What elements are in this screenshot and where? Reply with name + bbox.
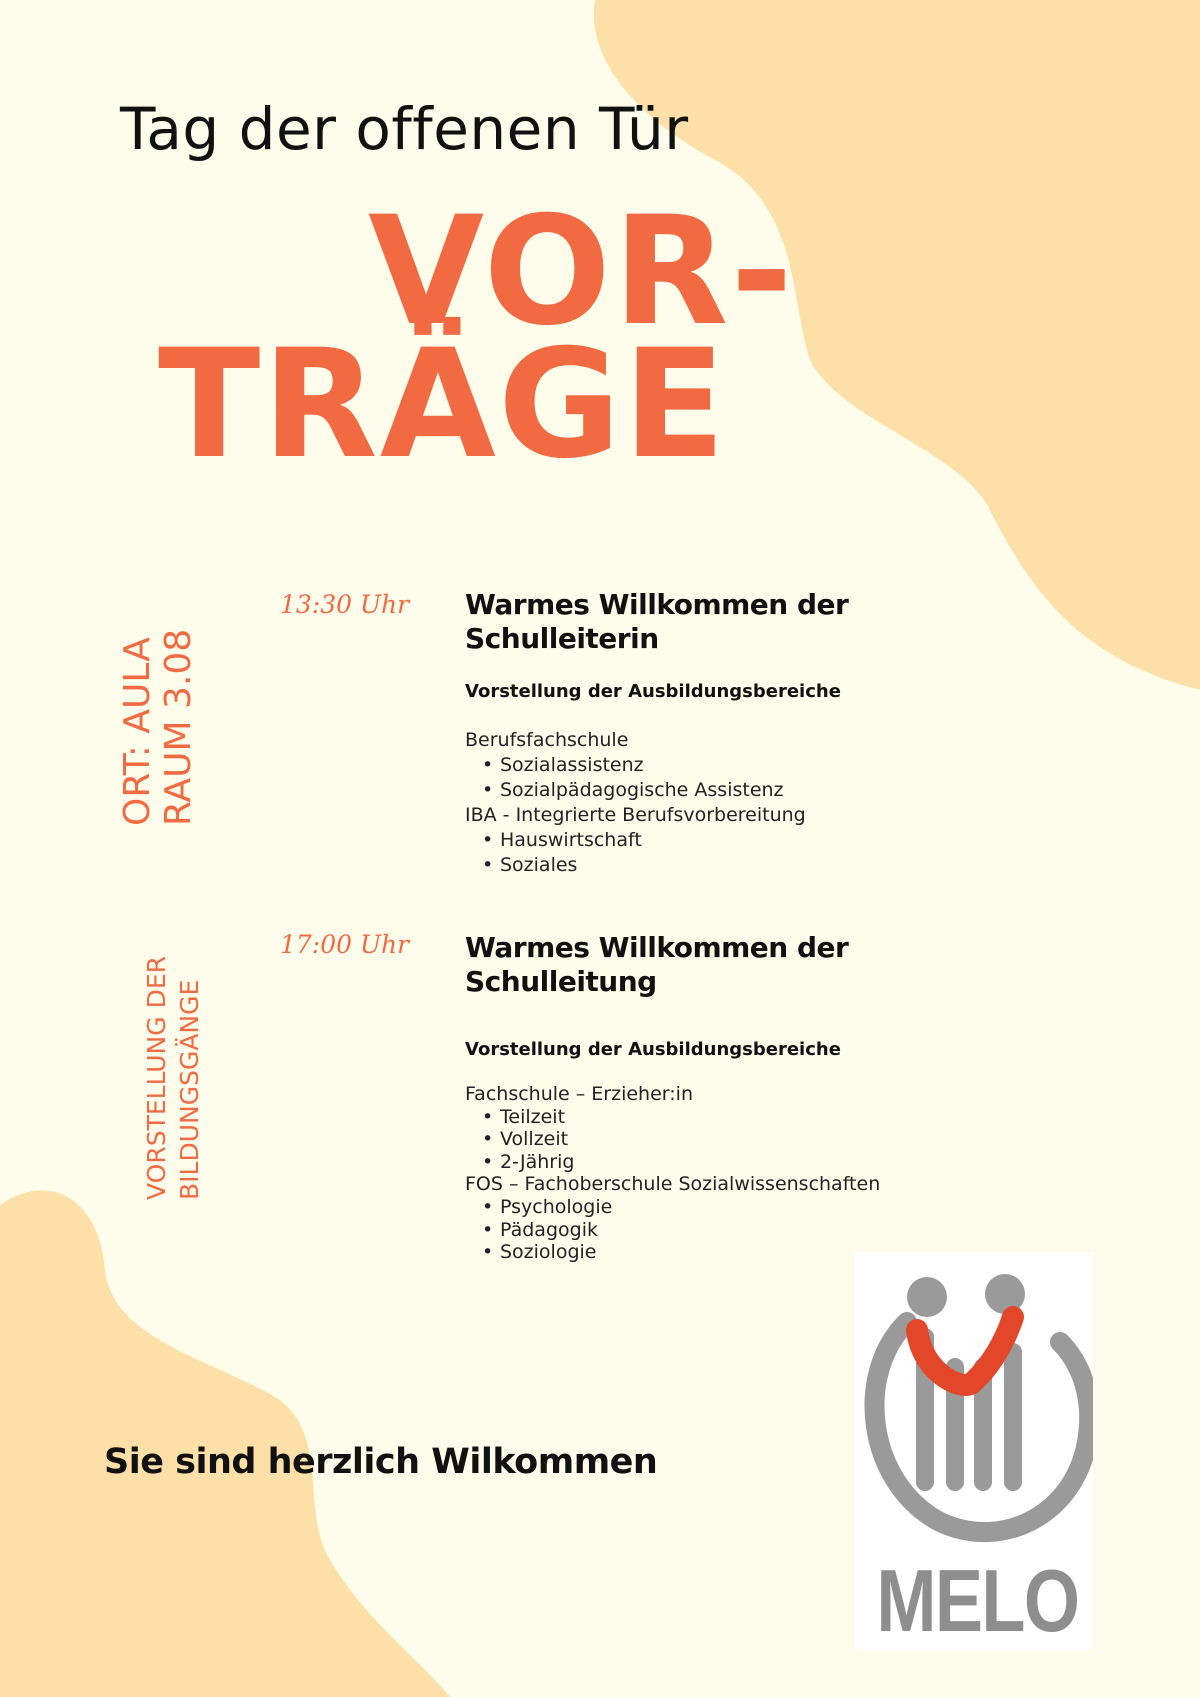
headline-line-2: TRÄGE <box>158 318 728 492</box>
session-1-title-line-2: Schulleiterin <box>465 622 659 655</box>
program-group <box>465 728 985 803</box>
session-2-title <box>465 931 985 999</box>
location-line-2: RAUM 3.08 <box>158 628 199 826</box>
session-2-time: 17:00 Uhr <box>280 930 410 959</box>
program-list <box>465 828 985 878</box>
program-item: • Sozialpädagogische Assistenz <box>500 778 985 803</box>
program-item: • Psychologie <box>500 1196 985 1219</box>
session-2-programs <box>465 1083 985 1264</box>
session-2 <box>465 931 985 1264</box>
program-item: • Vollzeit <box>500 1128 985 1151</box>
program-item: • Teilzeit <box>500 1106 985 1129</box>
program-group <box>465 803 985 878</box>
program-item: • Soziales <box>500 853 985 878</box>
program-item: • Hauswirtschaft <box>500 828 985 853</box>
logo-text: MELO <box>876 1551 1079 1650</box>
program-item: • Soziologie <box>500 1241 985 1264</box>
side-label <box>140 956 206 1200</box>
session-1-title <box>465 588 985 656</box>
session-1-time: 13:30 Uhr <box>280 590 410 619</box>
event-title: Tag der offenen Tür <box>120 95 689 163</box>
side-label-line-1: VORSTELLUNG DER <box>142 956 171 1200</box>
program-list <box>465 753 985 803</box>
headline-line-1: VOR- <box>368 185 795 359</box>
session-2-title-line-1: Warmes Willkommen der <box>465 931 849 964</box>
session-1 <box>465 588 985 878</box>
program-item: • 2-Jährig <box>500 1151 985 1174</box>
program-item: • Pädagogik <box>500 1219 985 1242</box>
closing-message: Sie sind herzlich Wilkommen <box>104 1442 658 1482</box>
session-2-subtitle: Vorstellung der Ausbildungsbereiche <box>465 1039 841 1060</box>
session-1-subtitle: Vorstellung der Ausbildungsbereiche <box>465 681 841 702</box>
program-group <box>465 1173 985 1263</box>
program-group-name: Berufsfachschule <box>465 729 629 751</box>
location-label <box>117 629 199 826</box>
logo-figures-icon <box>855 1252 1093 1552</box>
program-item: • Sozialassistenz <box>500 753 985 778</box>
side-label-line-2: BILDUNGSGÄNGE <box>175 979 204 1200</box>
session-1-programs <box>465 728 985 878</box>
session-2-title-line-2: Schulleitung <box>465 965 657 998</box>
program-list <box>465 1106 985 1174</box>
school-logo <box>855 1252 1093 1650</box>
logo-head-left <box>907 1277 947 1317</box>
program-group-name: IBA - Integrierte Berufsvorbereitung <box>465 804 806 826</box>
program-group <box>465 1083 985 1173</box>
session-1-title-line-1: Warmes Willkommen der <box>465 588 849 621</box>
program-group-name: Fachschule – Erzieher:in <box>465 1083 693 1105</box>
location-line-1: ORT: AULA <box>117 637 158 826</box>
logo-arms <box>917 1317 1013 1385</box>
program-group-name: FOS – Fachoberschule Sozialwissenschaften <box>465 1173 881 1196</box>
